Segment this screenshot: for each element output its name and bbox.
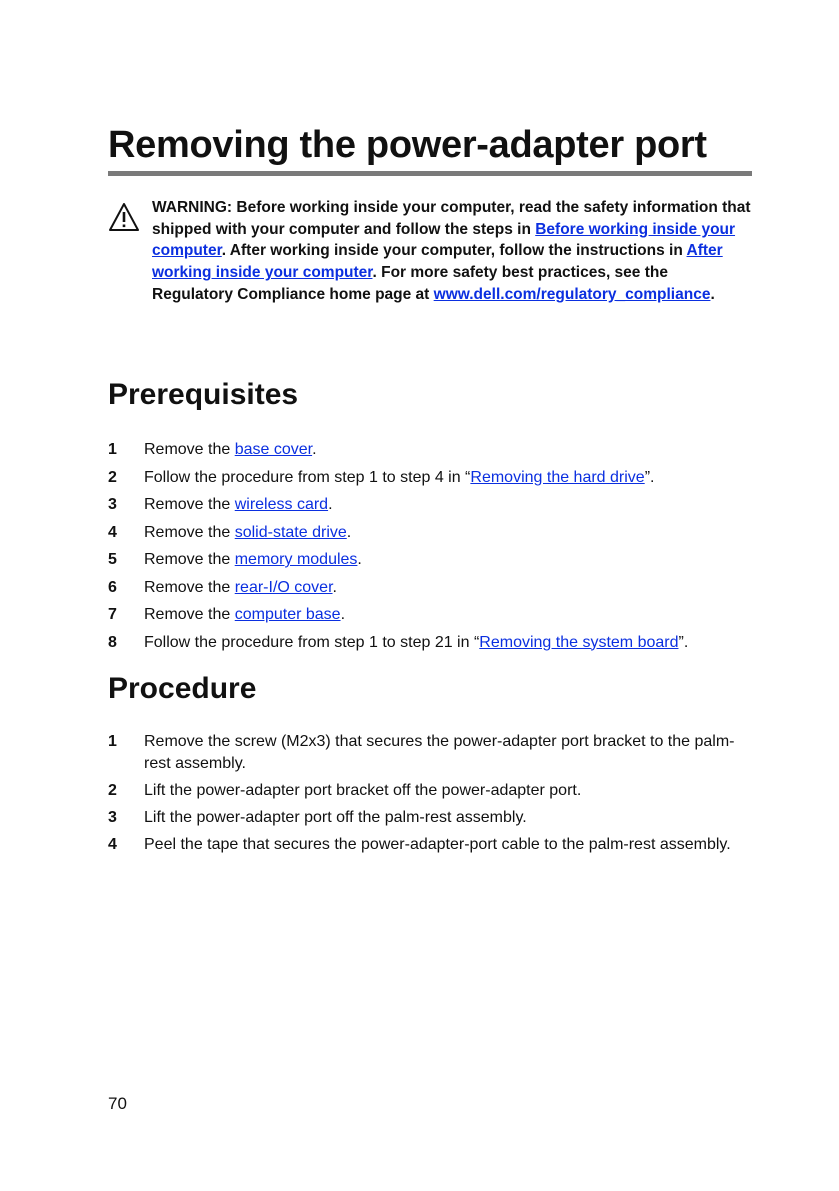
step-text: Remove the xyxy=(144,578,235,596)
removing-hard-drive-link[interactable]: Removing the hard drive xyxy=(470,468,645,486)
title-rule xyxy=(108,171,752,176)
step-number: 3 xyxy=(108,809,117,826)
step-text: Remove the screw (M2x3) that secures the power-adapter port bracket to the palm-rest assembly. xyxy=(144,733,735,772)
step-number: 1 xyxy=(108,733,117,750)
prerequisite-step xyxy=(108,577,758,605)
computer-base-link[interactable]: computer base xyxy=(234,606,341,623)
prerequisites-heading: Prerequisites xyxy=(108,378,299,411)
step-number: 5 xyxy=(108,551,117,568)
warning-triangle-icon xyxy=(108,202,140,232)
removing-system-board-link[interactable]: Removing the system board xyxy=(479,633,679,651)
after-working-link[interactable]: After working inside your computer xyxy=(152,242,723,282)
wireless-card-link[interactable]: wireless card xyxy=(234,496,329,513)
step-text-end: . xyxy=(340,606,346,623)
procedure-heading: Procedure xyxy=(108,672,257,705)
step-text-end: . xyxy=(357,551,362,568)
step-text-end: ”. xyxy=(678,633,689,651)
rear-io-cover-link[interactable]: rear-I/O cover xyxy=(234,578,333,596)
prerequisite-step xyxy=(108,632,758,660)
page-number: 70 xyxy=(108,1094,127,1113)
procedure-step xyxy=(108,731,758,775)
warning-mid2: . For more safety best practices, see the Regulatory Compliance home page at xyxy=(152,264,668,303)
step-text: Remove the xyxy=(144,606,235,623)
step-text-end: . xyxy=(328,496,333,513)
warning-lead: WARNING: Before working inside your computer, read the safety information that shipped with your computer and follow the steps in xyxy=(152,199,751,238)
procedure-step xyxy=(108,780,758,802)
regulatory-compliance-link[interactable]: www.dell.com/regulatory_compliance xyxy=(433,285,711,303)
solid-state-drive-link[interactable]: solid-state drive xyxy=(234,523,347,541)
step-number: 4 xyxy=(108,523,117,541)
step-number: 2 xyxy=(108,468,117,486)
step-number: 4 xyxy=(108,836,117,853)
step-text-end: ”. xyxy=(644,468,655,486)
step-text-end: . xyxy=(332,578,337,596)
step-text: Lift the power-adapter port bracket off the power-adapter port. xyxy=(144,782,582,799)
step-text: Follow the procedure from step 1 to step 21 in “ xyxy=(144,633,480,651)
step-text: Remove the xyxy=(144,496,235,513)
prerequisite-step xyxy=(108,494,758,522)
step-text-end: . xyxy=(346,523,352,541)
prerequisite-step xyxy=(108,549,758,577)
prerequisite-step xyxy=(108,467,758,495)
before-working-link[interactable]: Before working inside your computer xyxy=(152,220,736,260)
page-title: Removing the power-adapter port xyxy=(108,124,707,166)
warning-end: . xyxy=(710,285,715,303)
step-text: Follow the procedure from step 1 to step 4 in “ xyxy=(144,468,471,486)
step-text: Remove the xyxy=(144,523,235,541)
warning-mid: . After working inside your computer, follow the instructions in xyxy=(221,242,687,260)
prerequisite-step xyxy=(108,604,758,632)
step-number: 3 xyxy=(108,496,117,513)
step-number: 8 xyxy=(108,633,117,651)
step-number: 1 xyxy=(108,441,117,458)
step-number: 2 xyxy=(108,782,117,799)
prerequisites-list xyxy=(108,439,758,659)
warning-text xyxy=(152,197,752,306)
step-number: 7 xyxy=(108,606,117,623)
prerequisite-step xyxy=(108,439,758,467)
step-text: Remove the xyxy=(144,551,235,568)
step-number: 6 xyxy=(108,578,117,596)
step-text-end: . xyxy=(312,441,317,458)
procedure-list xyxy=(108,731,758,861)
step-text: Peel the tape that secures the power-adapter-port cable to the palm-rest assembly. xyxy=(144,836,731,853)
procedure-step xyxy=(108,807,758,829)
memory-modules-link[interactable]: memory modules xyxy=(234,551,358,568)
step-text: Remove the xyxy=(144,441,235,458)
procedure-step xyxy=(108,834,758,856)
prerequisite-step xyxy=(108,522,758,550)
step-text: Lift the power-adapter port off the palm-rest assembly. xyxy=(144,809,527,826)
base-cover-link[interactable]: base cover xyxy=(234,441,313,458)
